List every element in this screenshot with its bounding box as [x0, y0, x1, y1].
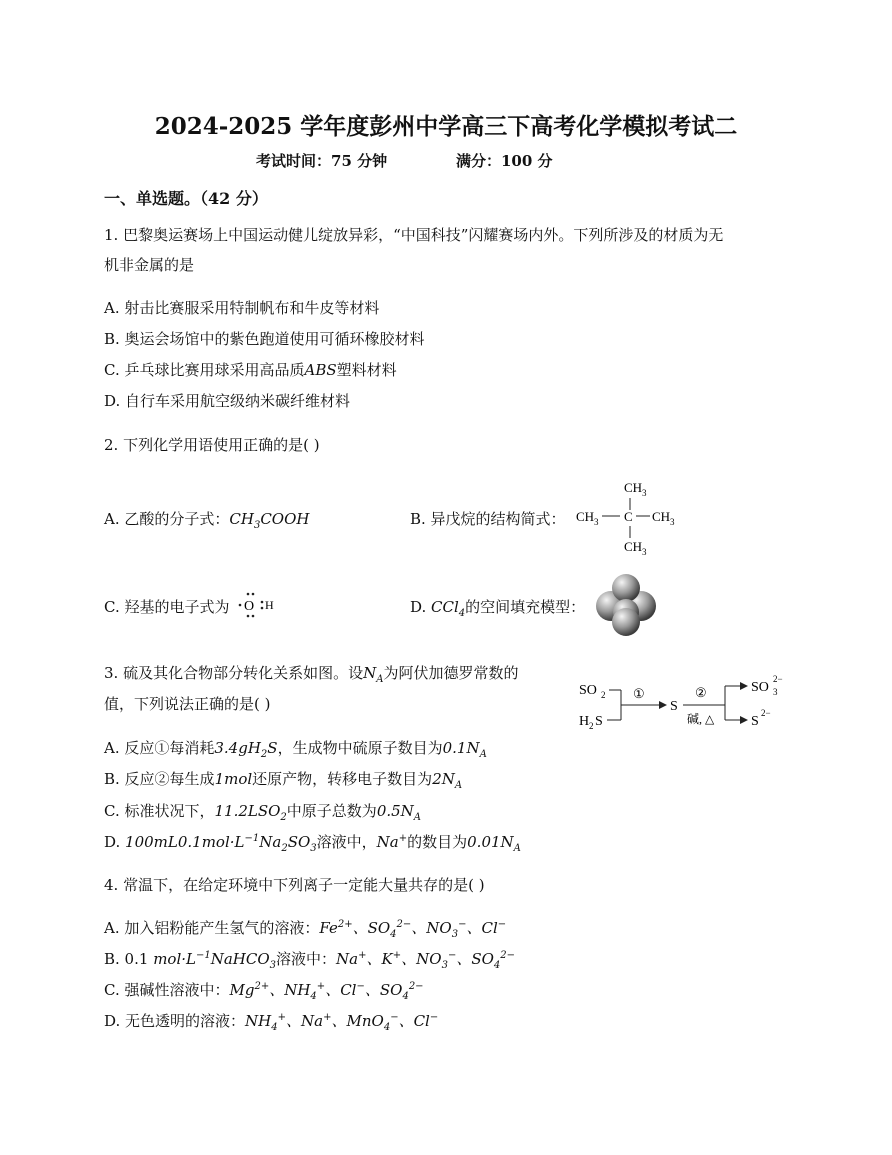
q3-option-a: A. 反应①每消耗$3.4gH_2S$，生成物中硫原子数目为$0.1N_A$	[104, 739, 487, 760]
q3-option-b: B. 反应②每生成1mol还原产物，转移电子数目为$2N_A$	[104, 770, 463, 791]
svg-text:S: S	[751, 714, 759, 729]
sulfur-conversion-diagram	[575, 666, 795, 734]
q3-stem-line1: 3. 硫及其化合物部分转化关系如图。设$N_A$为阿伏加德罗常数的	[104, 664, 519, 685]
ccl4-space-filling-model	[591, 572, 661, 638]
q1-stem-line2: 机非金属的是	[104, 256, 195, 274]
exam-score: 满分：100 分	[456, 152, 553, 170]
q1-option-d: D. 自行车采用航空级纳米碳纤维材料	[104, 392, 351, 410]
q1-option-a: A. 射击比赛服采用特制帆布和牛皮等材料	[104, 299, 380, 317]
svg-text:SO: SO	[751, 680, 769, 695]
q2-option-b: B. 异戊烷的结构简式：	[410, 510, 566, 528]
svg-text:CH: CH	[624, 480, 643, 495]
svg-text:C: C	[624, 509, 633, 524]
svg-text:3: 3	[642, 547, 647, 557]
svg-text:3: 3	[642, 488, 647, 498]
q4-option-d: D. 无色透明的溶液：$NH_4^+$、Na+、MnO$_4$−、Cl−	[104, 1012, 439, 1033]
isopentane-structure	[574, 476, 684, 558]
q2-d-text: 的空间填充模型：	[465, 598, 586, 616]
q2-option-d: D. CCl$_4$的空间填充模型：	[410, 598, 586, 619]
q4-option-a: A. 加入铝粉能产生氢气的溶液：$Fe^{2+}$、$SO_4^{2-}$、$NO_3^-$、Cl−	[104, 919, 507, 940]
svg-text:②: ②	[695, 685, 707, 700]
svg-text:SO: SO	[579, 683, 597, 698]
svg-text:3: 3	[773, 687, 778, 697]
q2-option-a	[104, 508, 309, 531]
svg-text:O: O	[244, 599, 255, 614]
q1-option-c	[104, 359, 397, 380]
q2-a-text: A. 乙酸的分子式：	[104, 510, 230, 528]
q4-stem: 4. 常温下，在给定环境中下列离子一定能大量共存的是( )	[104, 876, 485, 894]
q1-c-math: ABS	[304, 361, 337, 379]
q3-option-d: D. $100mL0.1mol\cdot L^{-1}Na_2SO_3$溶液中，Na+的数目为$0.01N_A$	[104, 833, 521, 854]
svg-text:H: H	[265, 598, 274, 612]
svg-text:CH: CH	[576, 509, 595, 524]
exam-time: 考试时间：75 分钟	[256, 152, 388, 170]
svg-text:3: 3	[670, 517, 675, 527]
q2-stem: 2. 下列化学用语使用正确的是( )	[104, 436, 320, 454]
svg-text:H: H	[579, 714, 590, 729]
q2-option-c: C. 羟基的电子式为	[104, 598, 230, 616]
q2-a-formula: $CH_3COOH$	[229, 510, 310, 531]
q1-stem-line1: 1. 巴黎奥运赛场上中国运动健儿绽放异彩，“中国科技”闪耀赛场内外。下列所涉及的材质为无	[104, 226, 724, 244]
svg-text:S: S	[670, 699, 678, 714]
svg-text:3: 3	[594, 517, 599, 527]
q3-stem-line2: 值，下列说法正确的是( )	[104, 695, 271, 713]
section-heading: 一、单选题。（42 分）	[104, 189, 268, 208]
svg-text:2: 2	[601, 690, 606, 700]
hydroxyl-electron-formula	[238, 590, 278, 618]
svg-text:CH: CH	[652, 509, 671, 524]
svg-text:2−: 2−	[761, 708, 771, 718]
q1-c-text: C. 乒乓球比赛用球采用高品质	[104, 361, 305, 379]
svg-text:2: 2	[589, 721, 594, 731]
svg-text:①: ①	[633, 686, 645, 701]
q3-option-c: C. 标准状况下，$11.2LSO_2$中原子总数为$0.5N_A$	[104, 802, 422, 823]
q1-option-b: B. 奥运会场馆中的紫色跑道使用可循环橡胶材料	[104, 330, 425, 348]
svg-text:S: S	[595, 714, 603, 729]
svg-text:碱, △: 碱, △	[687, 712, 715, 726]
q4-option-b: B. 0.1 $mol\cdot L^{-1}NaHCO_3$溶液中：Na+、K+、$NO_3^-$、$SO_4^{2-}$	[104, 950, 516, 971]
exam-title: 2024-2025 学年度彭州中学高三下高考化学模拟考试二	[154, 113, 738, 140]
svg-text:2−: 2−	[773, 674, 783, 684]
q1-c-text2: 塑料材料	[336, 361, 397, 379]
svg-text:CH: CH	[624, 539, 643, 554]
q4-option-c: C. 强碱性溶液中：$Mg^{2+}$、$NH_4^+$、Cl−、$SO_4^{2-}$	[104, 981, 424, 1002]
q2-d-formula: CCl$_4$	[431, 598, 466, 619]
